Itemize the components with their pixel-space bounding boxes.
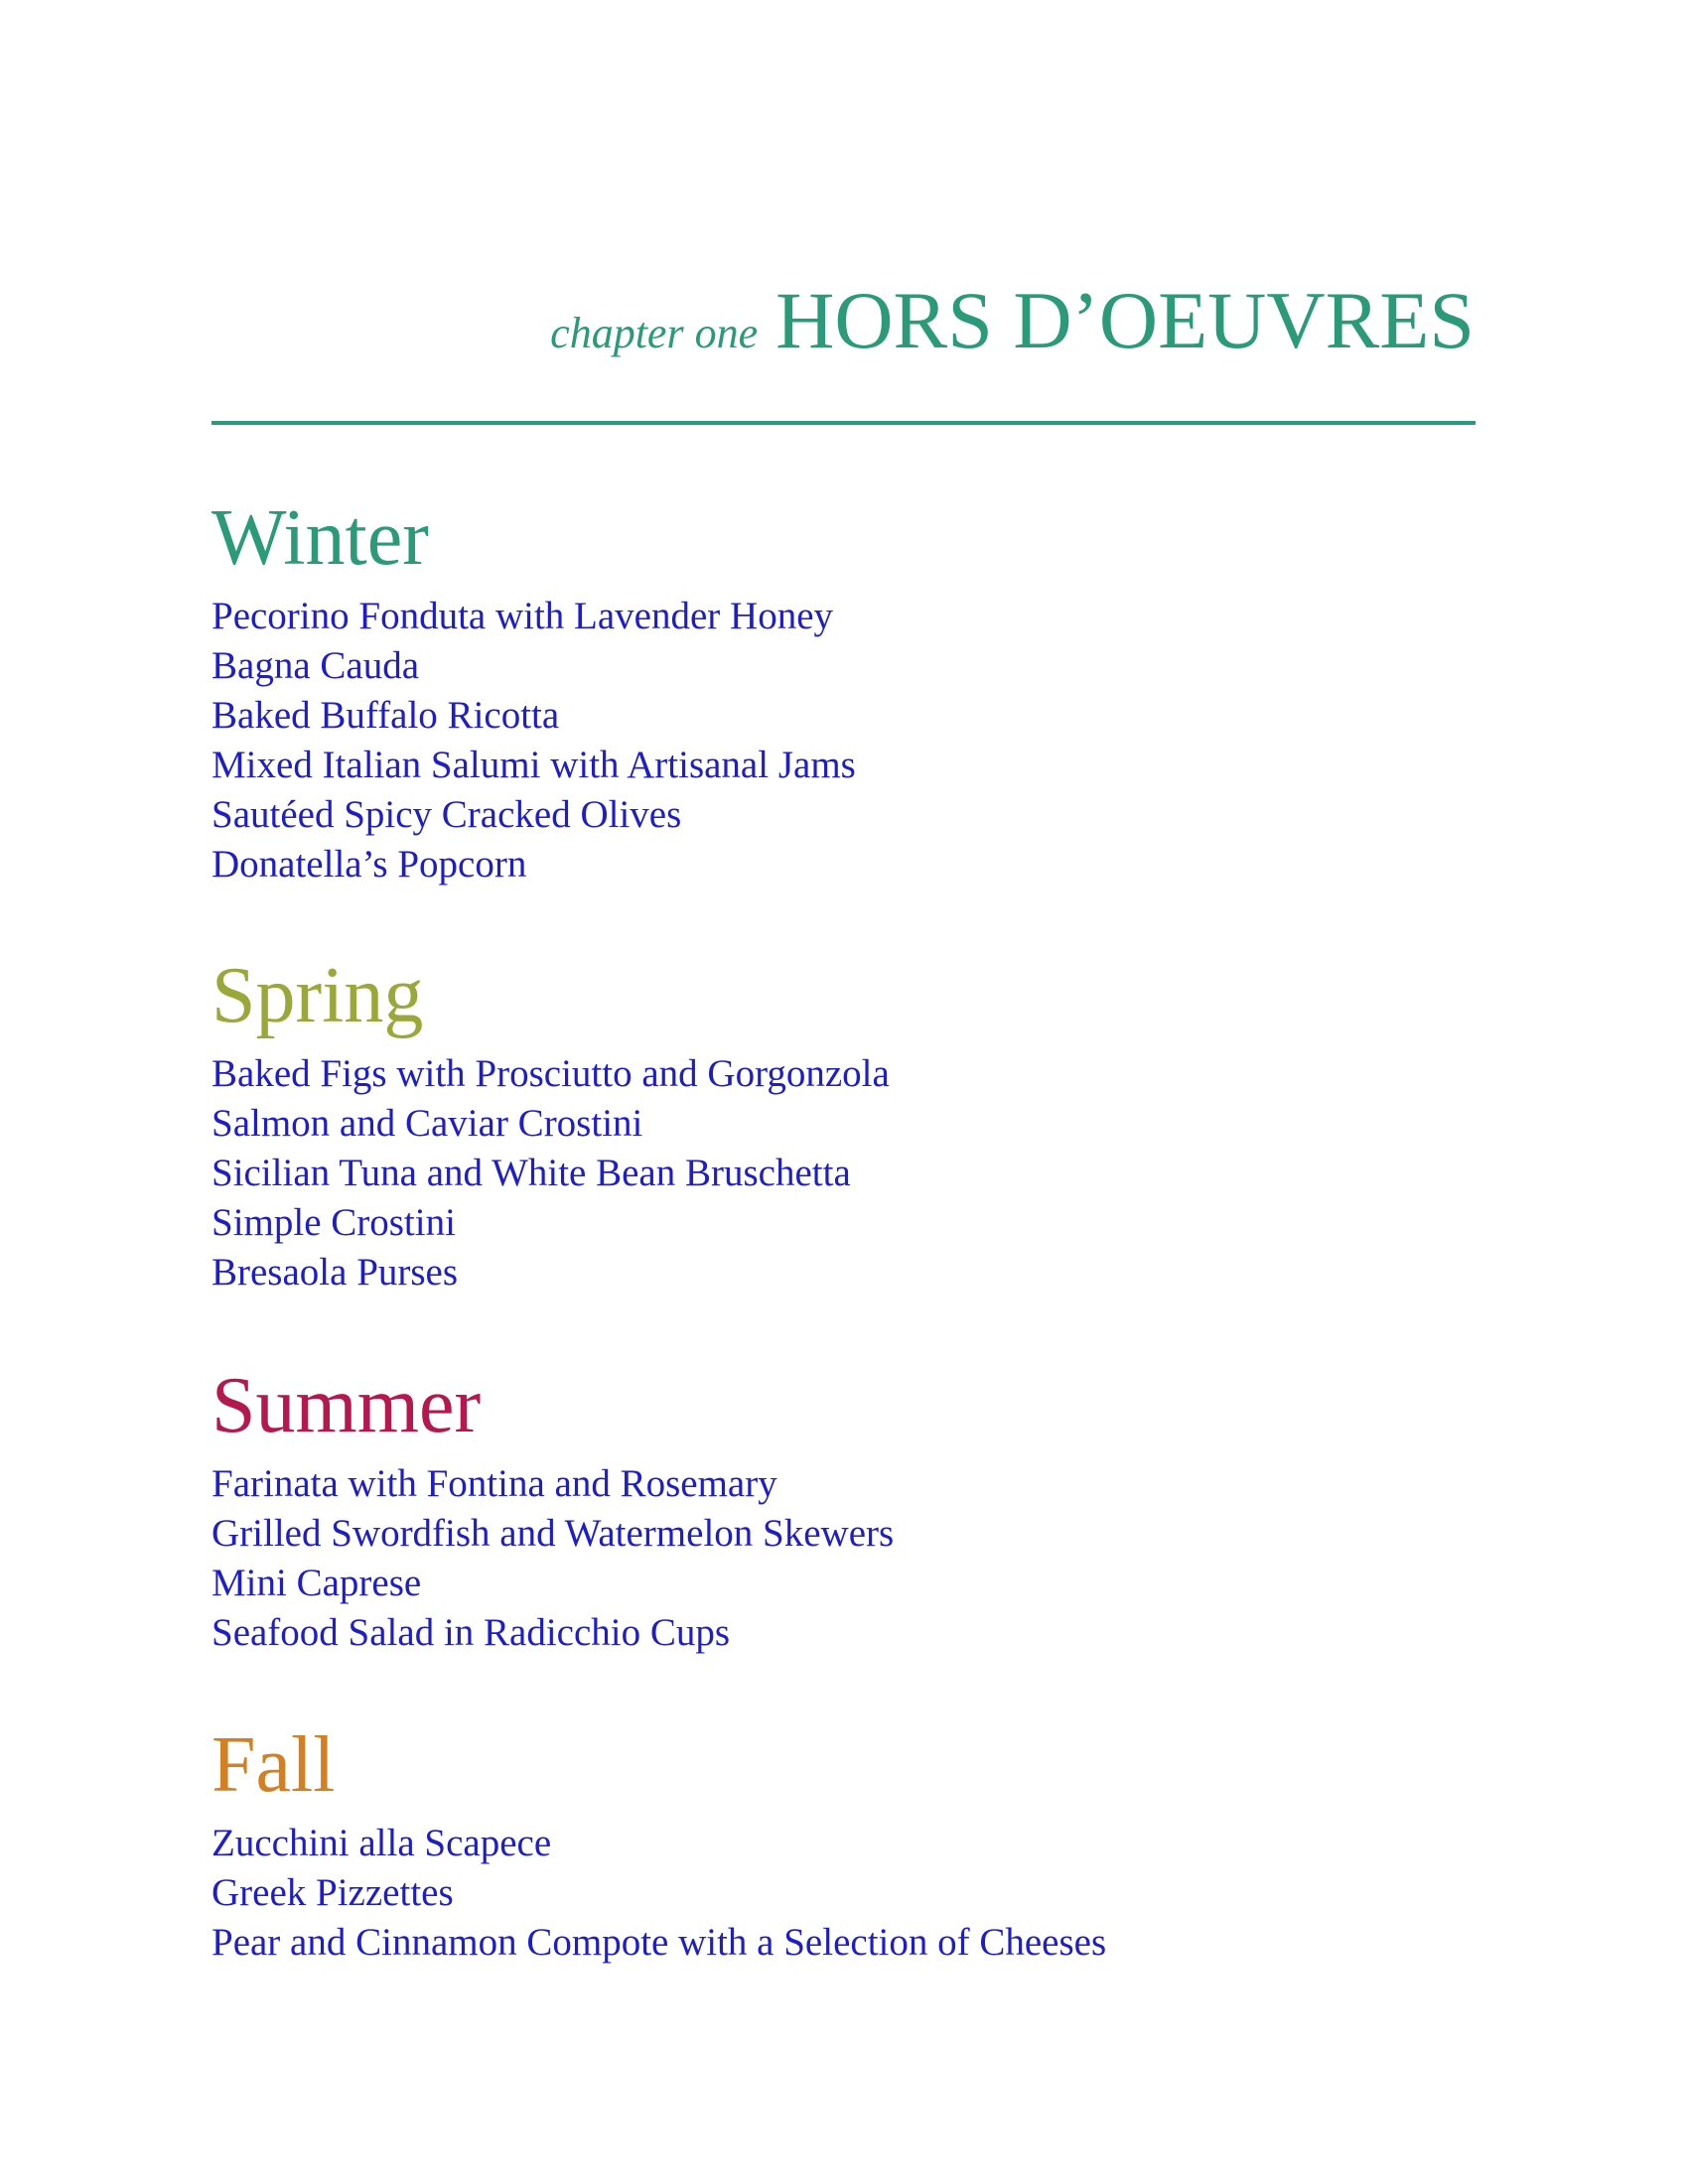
recipe-item: Pear and Cinnamon Compote with a Selection of Cheeses: [211, 1921, 1107, 1964]
recipe-list-fall: [211, 1819, 1106, 1968]
recipe-item: Greek Pizzettes: [211, 1871, 454, 1914]
recipe-item: Seafood Salad in Radicchio Cups: [211, 1611, 731, 1654]
recipe-item: Sautéed Spicy Cracked Olives: [211, 793, 682, 836]
recipe-list-summer: [211, 1459, 894, 1658]
recipe-item: Baked Figs with Prosciutto and Gorgonzola: [211, 1052, 890, 1095]
recipe-item: Farinata with Fontina and Rosemary: [211, 1462, 777, 1505]
section-fall: [211, 1721, 1107, 1968]
recipe-item: Zucchini alla Scapece: [211, 1822, 552, 1864]
recipe-item: Baked Buffalo Ricotta: [211, 694, 560, 737]
recipe-item: Sicilian Tuna and White Bean Bruschetta: [211, 1152, 851, 1194]
section-spring: [211, 952, 890, 1297]
section-heading-spring: Spring: [211, 952, 424, 1039]
section-summer: [211, 1362, 895, 1658]
recipe-item: Mini Caprese: [211, 1562, 422, 1604]
recipe-item: Grilled Swordfish and Watermelon Skewers: [211, 1512, 895, 1555]
recipe-item: Bagna Cauda: [211, 644, 420, 687]
chapter-label: chapter one: [550, 309, 759, 357]
header-divider: [211, 421, 1476, 425]
section-heading-summer: Summer: [211, 1362, 482, 1449]
recipe-item: Donatella’s Popcorn: [211, 843, 527, 886]
recipe-list-winter: [211, 592, 856, 889]
recipe-item: Mixed Italian Salumi with Artisanal Jams: [211, 744, 856, 786]
recipe-item: Simple Crostini: [211, 1201, 456, 1244]
section-winter: [211, 494, 856, 889]
section-heading-fall: Fall: [211, 1721, 336, 1809]
chapter-header: [211, 275, 1475, 365]
recipe-item: Salmon and Caviar Crostini: [211, 1102, 643, 1145]
section-heading-winter: Winter: [211, 494, 429, 582]
chapter-title: HORS D’OEUVRES: [775, 275, 1475, 365]
recipe-list-spring: [211, 1049, 890, 1297]
recipe-item: Pecorino Fonduta with Lavender Honey: [211, 595, 834, 637]
recipe-item: Bresaola Purses: [211, 1251, 459, 1294]
